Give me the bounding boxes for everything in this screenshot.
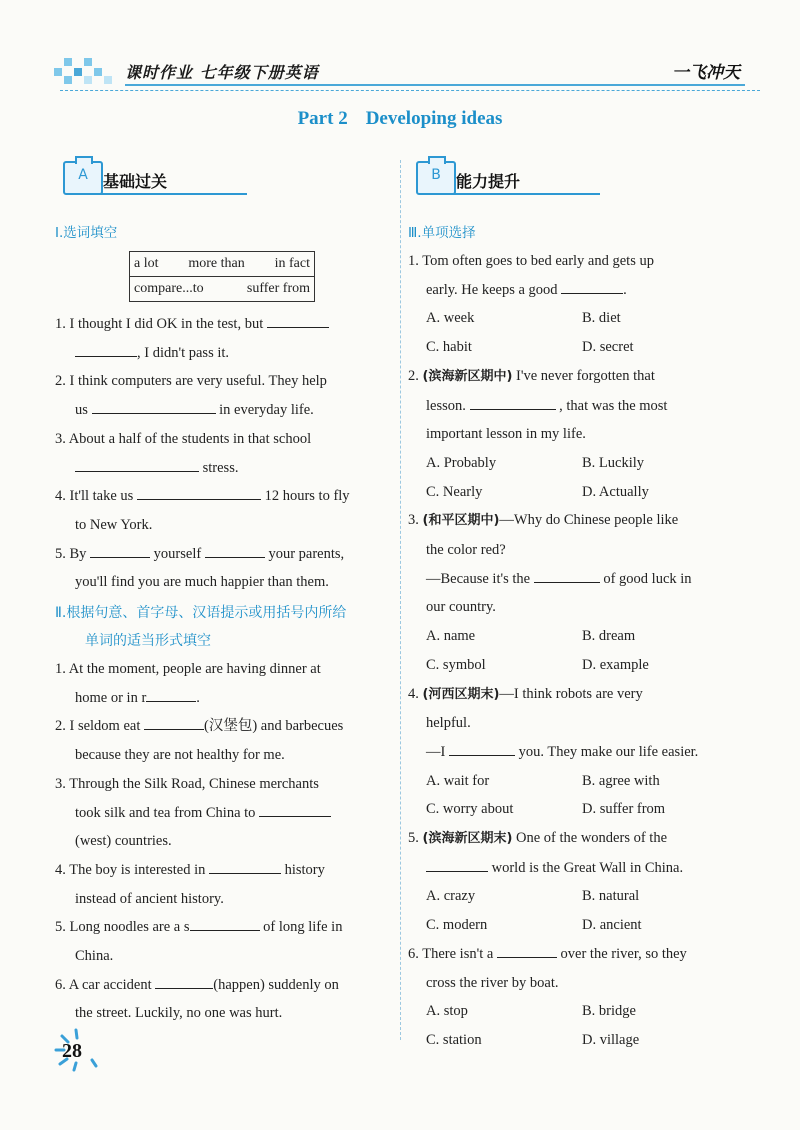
answer-blank[interactable] [267,313,329,328]
option[interactable]: A. name [426,628,476,645]
answer-blank[interactable] [449,741,515,756]
answer-blank[interactable] [155,974,213,989]
option[interactable]: A. week [426,310,475,327]
section-a-label: 基础过关 [103,172,168,191]
word-option: in fact [274,256,310,271]
answer-blank[interactable] [259,802,331,817]
word-option: compare...to [134,281,204,296]
answer-blank[interactable] [137,485,261,500]
option[interactable]: D. village [582,1031,640,1048]
book-icon: A [63,161,103,195]
column-divider [400,160,401,1040]
section-2-heading: Ⅱ.根据句意、首字母、汉语提示或用括号内所给 单词的适当形式填空 [55,605,347,650]
page-title [0,108,800,130]
option[interactable]: B. bridge [582,1003,636,1020]
page-number: 28 [62,1040,82,1062]
question-5: 5. By yourself your parents, you'll find you are much happier than them. [55,540,395,597]
option[interactable]: C. symbol [426,656,486,673]
option[interactable]: A. wait for [426,772,490,789]
source-tag: (河西区期末) [422,686,500,702]
question-3: 3. About a half of the students in that school stress. [55,430,312,476]
question-4: 4. (河西区期末)—I think robots are very helpful. —I you. They make our life easier. [408,685,699,760]
answer-blank[interactable] [146,687,196,702]
answer-blank[interactable] [497,943,557,958]
option[interactable]: C. Nearly [426,483,483,500]
header-rule-dashed [60,90,760,92]
question-4: 4. The boy is interested in history instead of ancient history. [55,856,395,913]
source-tag: (滨海新区期末) [422,831,513,847]
question-5: 5. (滨海新区期末) One of the wonders of the world is the Great Wall in China. [408,830,684,876]
option[interactable]: B. natural [582,888,640,905]
question-2: 2. I seldom eat (汉堡包) and barbecues because they are not healthy for me. [55,712,395,769]
answer-blank[interactable] [534,568,600,583]
option[interactable]: B. agree with [582,772,660,789]
question-1: 1. At the moment, people are having dinner at home or in r . [55,661,321,706]
word-box [129,251,315,302]
section-b-label: 能力提升 [456,172,521,191]
page-header [40,52,760,92]
header-decoration [54,58,124,88]
part-name: Developing ideas [365,108,503,129]
question-6: 6. There isn't a over the river, so they cross the river by boat. [408,940,748,997]
answer-blank[interactable] [144,715,204,730]
option[interactable]: C. worry about [426,801,514,818]
answer-blank[interactable] [92,399,216,414]
section-b-badge [408,155,748,201]
option[interactable]: B. diet [582,310,621,327]
header-title: 课时作业 七年级下册英语 [125,63,319,82]
section-a [55,155,395,1028]
word-option: suffer from [246,281,310,296]
question-2: 2. I think computers are very useful. They help us in everyday life. [55,373,327,419]
question-2: 2. (滨海新区期中) I've never forgotten that lesson. , that was the most important lesson in my life. [408,367,668,443]
option[interactable]: D. suffer from [582,801,666,818]
source-tag: (和平区期中) [422,513,500,529]
option[interactable]: D. example [582,656,649,673]
section-3-heading: Ⅲ.单项选择 [408,225,476,241]
section-a-badge [55,155,395,201]
answer-blank[interactable] [561,279,623,294]
section-b [408,155,748,1055]
option[interactable]: B. Luckily [582,454,645,471]
section-1-heading: Ⅰ.选词填空 [55,225,118,241]
word-option: a lot [134,256,159,271]
answer-blank[interactable] [75,457,199,472]
question-3: 3. Through the Silk Road, Chinese merchants took silk and tea from China to (west) countries. [55,770,395,856]
option[interactable]: D. secret [582,339,634,356]
question-3: 3. (和平区期中)—Why do Chinese people like the color red? —Because it's the of good luck in our country. [408,512,692,616]
question-1: 1. I thought I did OK in the test, but , I didn't pass it. [55,310,395,367]
answer-blank[interactable] [209,859,281,874]
question-1: 1. Tom often goes to bed early and gets up early. He keeps a good . [408,253,654,298]
header-rule [125,84,745,86]
sun-icon [52,1028,112,1072]
option[interactable]: B. dream [582,628,636,645]
option[interactable]: A. Probably [426,454,497,471]
answer-blank[interactable] [75,342,137,357]
book-icon: B [416,161,456,195]
option[interactable]: C. station [426,1031,482,1048]
question-6: 6. A car accident (happen) suddenly on the street. Luckily, no one was hurt. [55,971,395,1028]
answer-blank[interactable] [470,395,556,410]
option[interactable]: C. habit [426,339,472,356]
option[interactable]: A. crazy [426,888,476,905]
option[interactable]: D. Actually [582,483,649,500]
word-option: more than [188,256,245,271]
option[interactable]: C. modern [426,917,488,934]
header-brand: 一飞冲天 [672,63,740,83]
answer-blank[interactable] [190,916,260,931]
answer-blank[interactable] [90,543,150,558]
part-number: Part 2 [297,108,348,129]
option[interactable]: D. ancient [582,917,642,934]
option[interactable]: A. stop [426,1003,468,1020]
question-5: 5. Long noodles are a s of long life in China. [55,913,395,970]
question-4: 4. It'll take us 12 hours to fly to New York. [55,482,395,539]
answer-blank[interactable] [205,543,265,558]
answer-blank[interactable] [426,857,488,872]
source-tag: (滨海新区期中) [422,368,513,384]
